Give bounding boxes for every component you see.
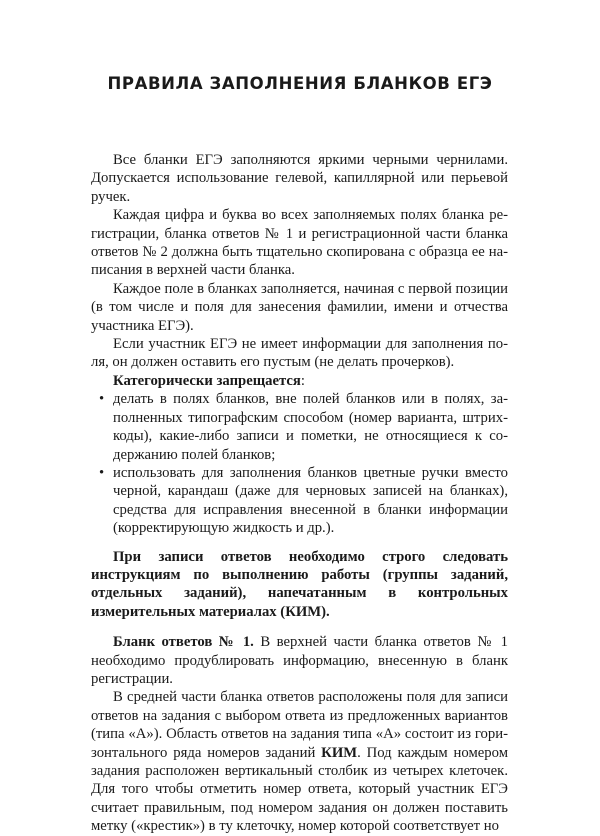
answer-form-label: Бланк ответов № 1. (113, 634, 254, 651)
instruction-note: При записи ответов необходимо строго следовать инструкциям по выполнению работы (группы заданий, отдельных заданий), напечатанным в контрольных измерительных материалах (КИМ). (91, 548, 508, 620)
paragraph-empty-field: Если участник ЕГЭ не имеет информации для заполнения поля, он должен оставить его пустым (не делать прочерков). (91, 336, 508, 371)
list-item-text: использовать для заполнения бланков цветные ручки вместо черной, карандаш (даже для черновых записей на бланках), средства для исправления внесенной в бланки информации (корректирующую жидкость и др.). (113, 464, 508, 537)
prohibited-heading-colon: : (300, 372, 305, 389)
paragraph-middle-part (91, 688, 508, 835)
page-title: ПРАВИЛА ЗАПОЛНЕНИЯ БЛАНКОВ ЕГЭ (107, 74, 493, 93)
paragraph-copy-characters: Каждая цифра и буква во всех заполняемых полях бланка регистрации, бланка ответов № 1 и регистрационной части бланка ответов № 2 должна быть тщательно скопирована с образца ее написания в верхней части бланка. (91, 207, 508, 279)
document-body (91, 151, 508, 836)
paragraph-answer-form (91, 633, 508, 688)
prohibited-list (91, 390, 508, 537)
middle-part-text-1: В средней части бланка ответов расположены поля для записи ответов на задания с выбором ответа из предложенных вариантов (типа «А»). Область ответов на задания типа «А» состоит из горизонтального ряда номеров заданий (91, 689, 508, 761)
paragraph-ink-rules: Все бланки ЕГЭ заполняются яркими черными чернилами. Допускается использование гелевой, капиллярной или перьевой ручек. (91, 152, 508, 205)
prohibited-heading-text: Категорически запрещается (113, 372, 301, 389)
spacer (91, 621, 508, 633)
bullet-icon: • (99, 464, 105, 481)
prohibited-heading (91, 372, 508, 390)
paragraph-field-start: Каждое поле в бланках заполняется, начиная с первой позиции (в том числе и поля для занесения фамилии, имени и отчества участника ЕГЭ). (91, 280, 508, 334)
middle-part-text-2: . Под каждым номером задания расположен вертикальный столбик из четырех клеточек. Для того чтобы отметить номер ответа, который участник ЕГЭ считает правильным, под номером задания он должен поставить метку («крестик») в ту клеточку, номер которой соответствует но (91, 744, 509, 835)
bullet-icon: • (99, 391, 105, 408)
middle-part-kim: КИМ (321, 744, 358, 761)
list-item (91, 464, 508, 538)
list-item (91, 390, 508, 464)
answer-form-text: В верхней части бланка ответов № 1 необходимо продублировать информацию, внесенную в бланк регистрации. (91, 634, 508, 687)
spacer (91, 538, 508, 548)
list-item-text: делать в полях бланков, вне полей бланков или в полях, заполненных типографским способом (номер варианта, штрихкоды), какие-либо записи и пометки, не относящиеся к содержанию полей бланков; (113, 391, 508, 463)
